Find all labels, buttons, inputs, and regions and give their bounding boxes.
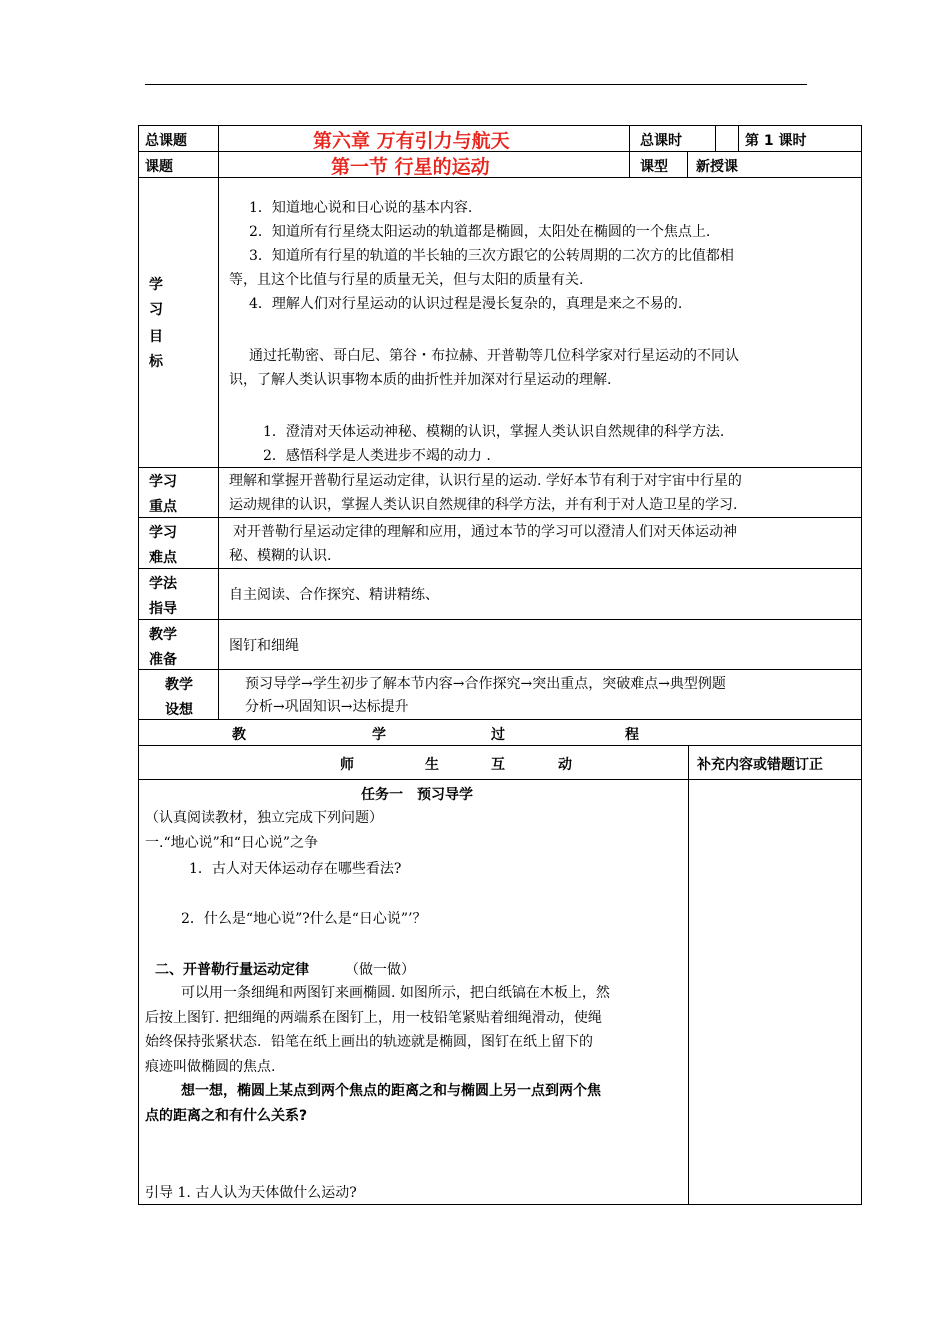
- interaction-header-char: 师: [340, 757, 354, 773]
- objective-line: 识，了解人类认识事物本质的曲折性并加深对行星运动的理解.: [229, 372, 612, 388]
- interaction-header-char: 互: [491, 757, 505, 773]
- design-label: 设想: [165, 702, 193, 718]
- zong-keti-label: 总课题: [145, 133, 187, 149]
- task-line: 可以用一条细绳和两图钉来画椭圆. 如图所示，把白纸镐在木板上，然: [181, 985, 610, 1001]
- keti-label: 课题: [145, 159, 173, 175]
- objectives-content-cell: [218, 177, 862, 468]
- zong-keti-value-cell: [218, 125, 630, 152]
- task-line: 后按上图钉. 把细绳的两端系在图钉上，用一枝铅笔紧贴着细绳滑动，使绳: [145, 1010, 602, 1026]
- objective-line: 2．知道所有行星绕太阳运动的轨道都是椭圆，太阳处在椭圆的一个焦点上.: [249, 224, 711, 240]
- task-line: 1．古人对天体运动存在哪些看法?: [189, 861, 402, 877]
- task-think: 点的距离之和有什么关系?: [145, 1108, 308, 1124]
- objectives-label-char: 学: [149, 277, 163, 293]
- objectives-label-cell: [138, 177, 219, 468]
- zong-keshi-label: 总课时: [640, 133, 682, 149]
- prep-content-cell: [218, 619, 862, 670]
- method-label: 学法: [149, 576, 177, 592]
- prep-label: 准备: [149, 652, 177, 668]
- objectives-label-char: 标: [149, 354, 163, 370]
- task-content-cell: [138, 779, 689, 1205]
- difficulties-content-cell: [218, 517, 862, 569]
- keypoints-label: 重点: [149, 499, 177, 515]
- kexing-label-cell: [629, 151, 688, 178]
- keypoints-content-cell: [218, 467, 862, 518]
- design-line: 预习导学→学生初步了解本节内容→合作探究→突出重点，突破难点→典型例题: [245, 676, 726, 692]
- method-label-cell: [138, 568, 219, 620]
- supplement-header-cell: [688, 745, 862, 780]
- method-text: 自主阅读、合作探究、精讲精练、: [229, 587, 439, 603]
- process-header-char: 教: [232, 727, 246, 743]
- task-line: 一.“地心说”和“日心说”之争: [145, 835, 319, 851]
- interaction-header: [138, 745, 689, 780]
- task-title: 任务一 预习导学: [361, 787, 473, 803]
- task-line: 始终保持张紧状态．铅笔在纸上画出的轨迹就是椭圆，图钉在纸上留下的: [145, 1034, 593, 1050]
- difficulties-label-cell: [138, 517, 219, 569]
- supplement-content-cell: [688, 779, 862, 1205]
- task-line: 痕迹叫做椭圆的焦点.: [145, 1059, 276, 1075]
- process-header: [138, 719, 862, 746]
- objective-line: 等，且这个比值与行星的质量无关，但与太阳的质量有关.: [229, 272, 584, 288]
- kexing-label: 课型: [640, 159, 668, 175]
- kexing-value-cell: [687, 151, 862, 178]
- design-line: 分析→巩固知识→达标提升: [245, 699, 409, 715]
- process-header-char: 学: [372, 727, 386, 743]
- keypoints-label-cell: [138, 467, 219, 518]
- objectives-label-char: 习: [149, 302, 163, 318]
- difficulties-line: 对开普勒行星运动定律的理解和应用，通过本节的学习可以澄清人们对天体运动神: [233, 524, 737, 540]
- method-content-cell: [218, 568, 862, 620]
- method-label: 指导: [149, 601, 177, 617]
- header-rule: [145, 84, 807, 85]
- process-header-char: 程: [625, 727, 639, 743]
- task-line: 2．什么是“地心说”?什么是“日心说”’？: [181, 911, 427, 927]
- section-title: 第一节 行星的运动: [331, 156, 490, 178]
- task-line: （认真阅读教材，独立完成下列问题）: [145, 810, 383, 826]
- prep-label: 教学: [149, 627, 177, 643]
- supplement-header: 补充内容或错题订正: [697, 757, 823, 773]
- chapter-title: 第六章 万有引力与航天: [313, 130, 510, 152]
- keypoints-line: 理解和掌握开普勒行星运动定律，认识行星的运动. 学好本节有利于对宇宙中行星的: [229, 473, 742, 489]
- objectives-label-char: 目: [149, 329, 163, 345]
- kexing-value: 新授课: [696, 159, 738, 175]
- objective-line: 1．知道地心说和日心说的基本内容.: [249, 200, 473, 216]
- zong-keti-label-cell: [138, 125, 219, 152]
- zong-keshi-blank-cell: [715, 125, 739, 152]
- keti-value-cell: [218, 151, 630, 178]
- objective-line: 3．知道所有行星的轨道的半长轴的三次方跟它的公转周期的二次方的比值都相: [249, 248, 734, 264]
- keshi-value: 第 1 课时: [745, 133, 807, 149]
- objective-line: 1．澄清对天体运动神秘、模糊的认识，掌握人类认识自然规律的科学方法.: [263, 424, 725, 440]
- difficulties-line: 秘、模糊的认识.: [229, 548, 332, 564]
- design-content-cell: [218, 669, 862, 720]
- keypoints-label: 学习: [149, 474, 177, 490]
- prep-text: 图钉和细绳: [229, 638, 299, 654]
- interaction-header-char: 动: [558, 757, 572, 773]
- design-label: 教学: [165, 677, 193, 693]
- process-header-char: 过: [491, 727, 505, 743]
- prep-label-cell: [138, 619, 219, 670]
- interaction-header-char: 生: [425, 757, 439, 773]
- task-section-heading: 二、开普勒行量运动定律: [155, 962, 309, 978]
- difficulties-label: 学习: [149, 525, 177, 541]
- task-think: 想一想，椭圆上某点到两个焦点的距离之和与椭圆上另一点到两个焦: [181, 1083, 601, 1099]
- task-line: 引导 1. 古人认为天体做什么运动?: [145, 1185, 357, 1201]
- keypoints-line: 运动规律的认识，掌握人类认识自然规律的科学方法，并有利于对人造卫星的学习.: [229, 497, 738, 513]
- objective-line: 通过托勒密、哥白尼、第谷・布拉赫、开普勒等几位科学家对行星运动的不同认: [249, 348, 739, 364]
- keshi-value-cell: [738, 125, 862, 152]
- difficulties-label: 难点: [149, 550, 177, 566]
- zong-keshi-label-cell: [629, 125, 716, 152]
- design-label-cell: [138, 669, 219, 720]
- keti-label-cell: [138, 151, 219, 178]
- objective-line: 2．感悟科学是人类进步不竭的动力 .: [263, 448, 491, 464]
- objective-line: 4．理解人们对行星运动的认识过程是漫长复杂的，真理是来之不易的.: [249, 296, 683, 312]
- task-line: （做一做）: [345, 962, 415, 978]
